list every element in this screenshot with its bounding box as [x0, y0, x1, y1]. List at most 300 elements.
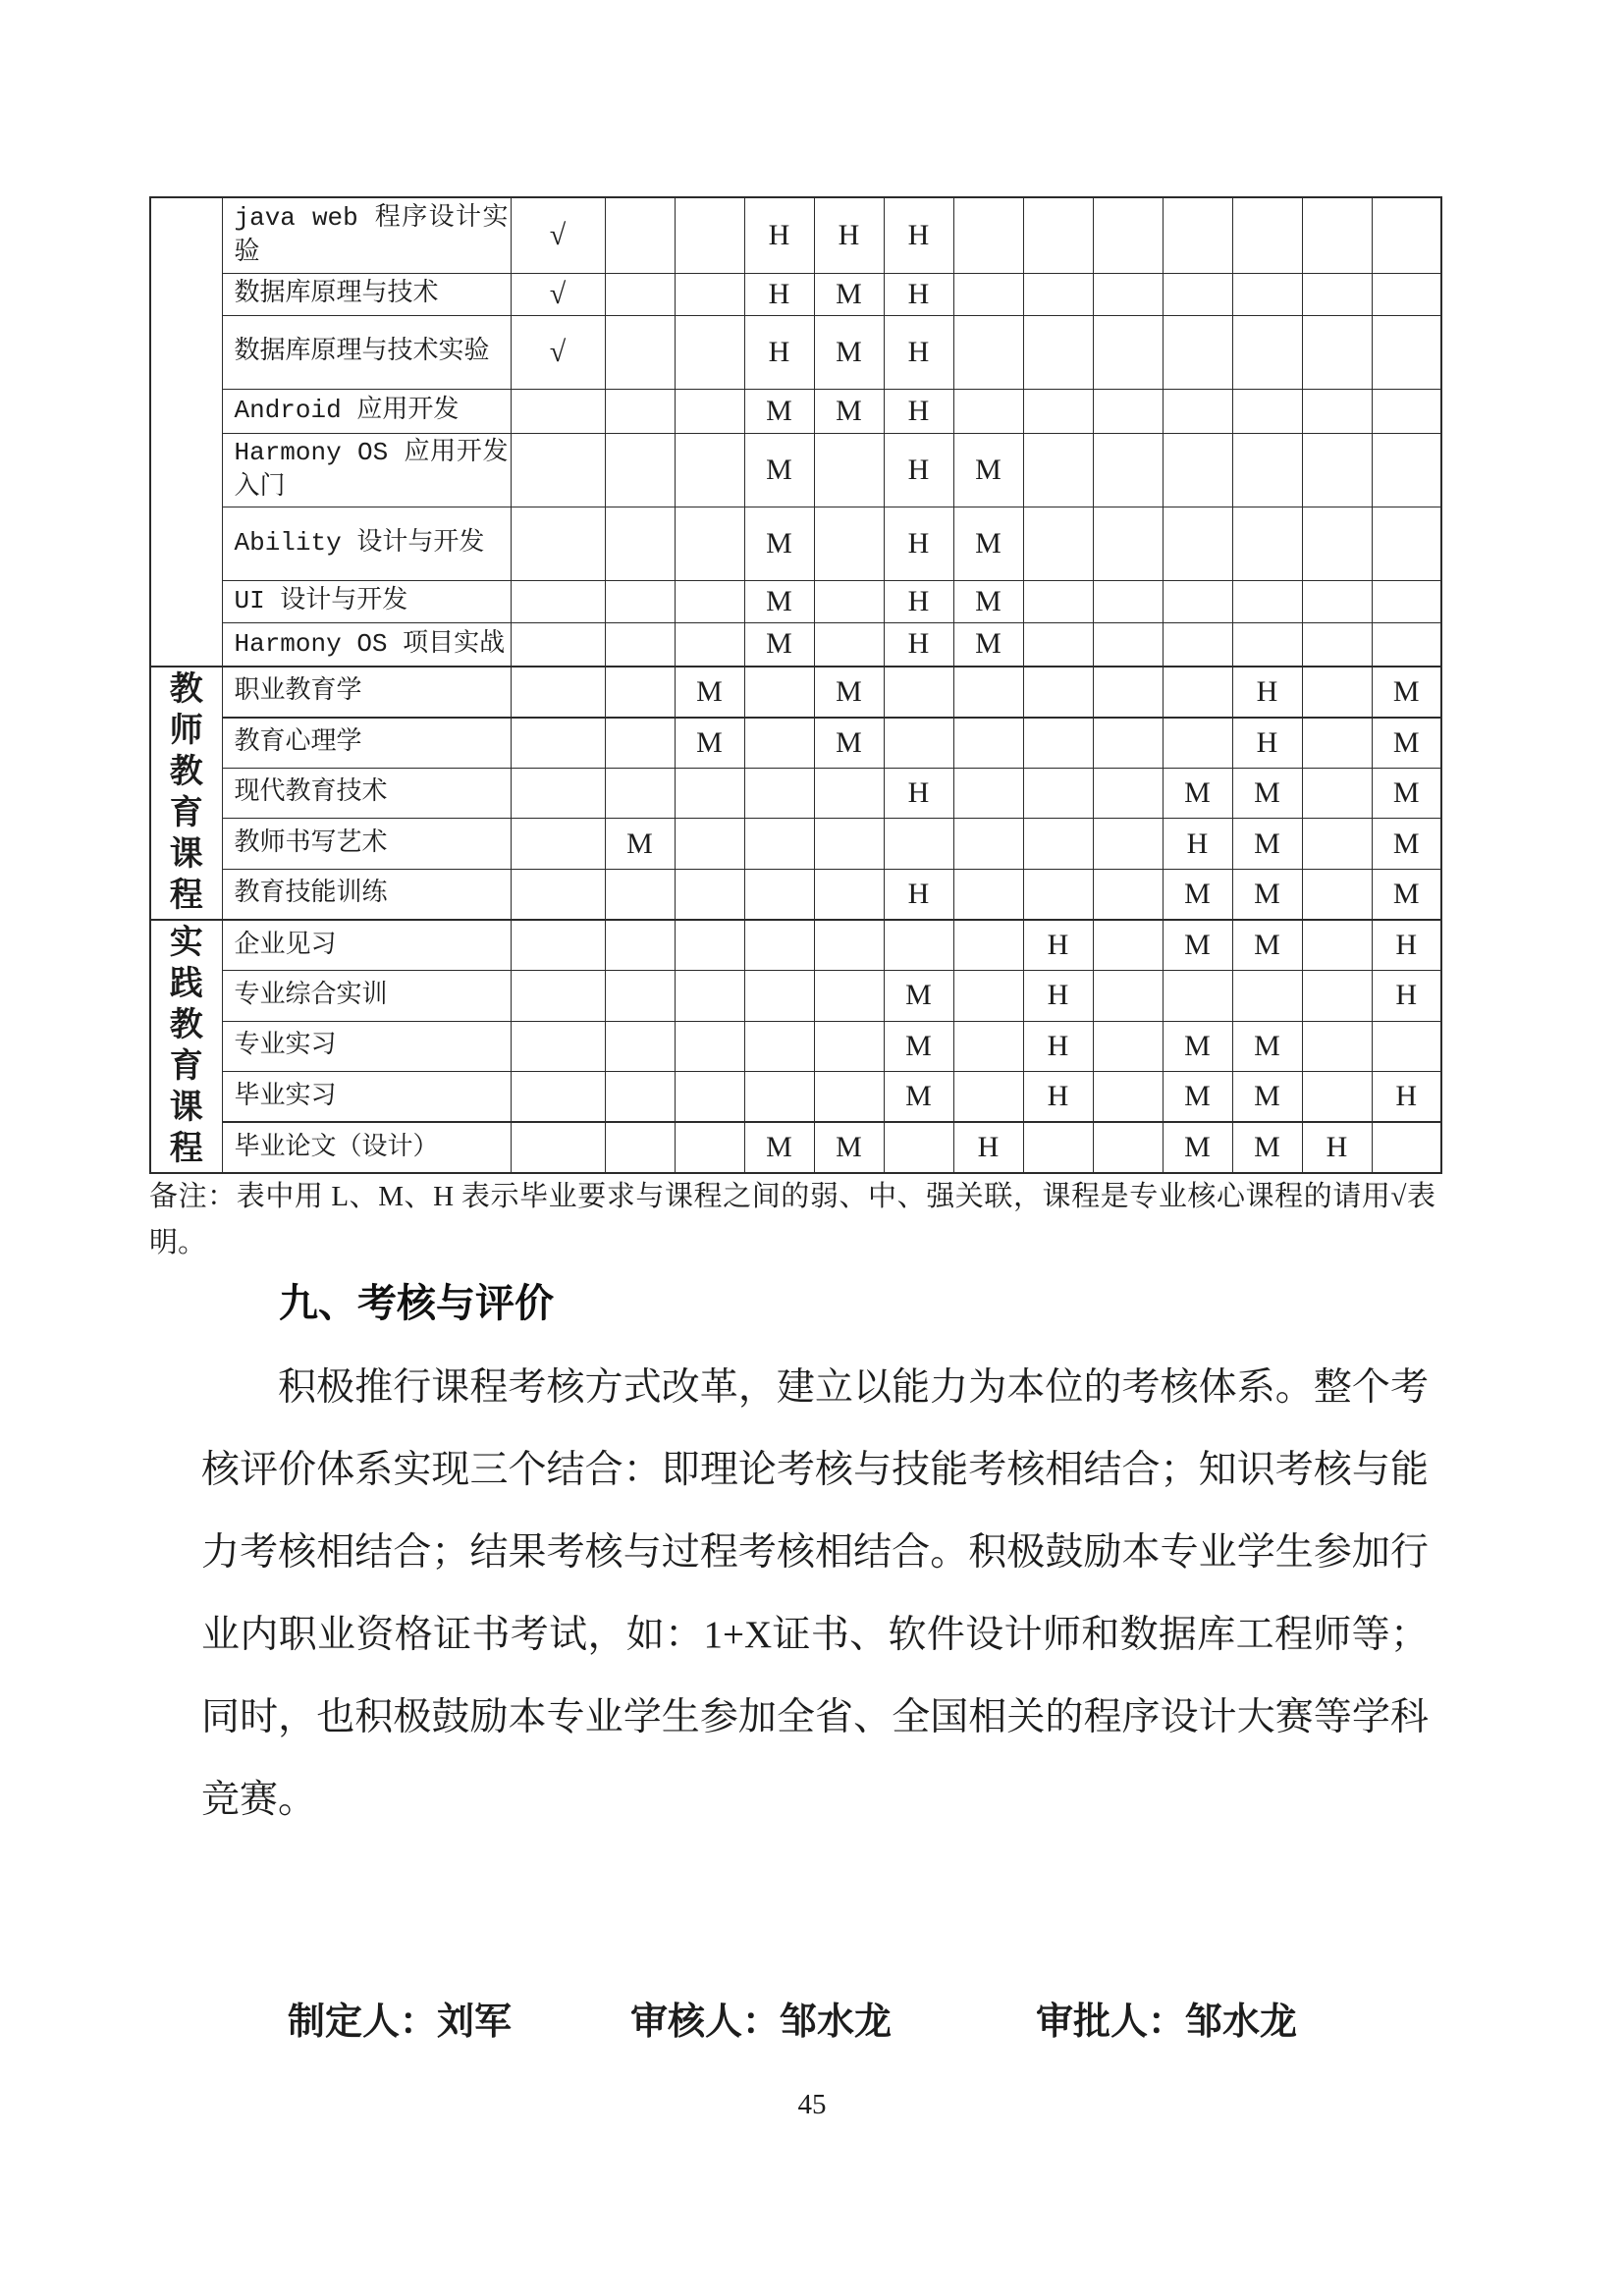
relation-level-cell: H — [1302, 1122, 1372, 1173]
relation-level-cell — [675, 507, 744, 580]
relation-level-cell: M — [814, 389, 884, 433]
relation-level-cell — [814, 1021, 884, 1072]
category-char: 实 — [169, 925, 203, 961]
category-char: 课 — [169, 836, 203, 873]
relation-level-cell: M — [814, 1122, 884, 1173]
relation-level-cell — [1163, 580, 1232, 622]
relation-level-cell: H — [884, 433, 953, 507]
core-course-check-cell — [511, 768, 605, 819]
relation-level-cell: H — [1232, 718, 1302, 769]
relation-level-cell — [675, 920, 744, 971]
core-course-check-cell — [511, 433, 605, 507]
relation-level-cell: M — [1163, 768, 1232, 819]
core-course-check-cell — [511, 920, 605, 971]
course-row — [150, 580, 1441, 622]
course-name-cell: 职业教育学 — [222, 667, 511, 718]
relation-level-cell — [1023, 197, 1093, 273]
relation-level-cell: M — [744, 622, 814, 667]
relation-level-cell — [1302, 667, 1372, 718]
relation-level-cell — [953, 315, 1023, 389]
relation-level-cell — [675, 315, 744, 389]
relation-level-cell — [814, 433, 884, 507]
relation-level-cell — [1093, 1021, 1163, 1072]
signature-maker — [288, 1991, 512, 2042]
relation-level-cell — [1302, 869, 1372, 920]
relation-level-cell — [953, 1021, 1023, 1072]
relation-level-cell: H — [953, 1122, 1023, 1173]
relation-level-cell — [675, 869, 744, 920]
relation-level-cell: H — [1372, 971, 1441, 1022]
course-row — [150, 718, 1441, 769]
course-name-cell: 毕业论文（设计） — [222, 1122, 511, 1173]
relation-level-cell — [1023, 667, 1093, 718]
course-name-cell: 专业综合实训 — [222, 971, 511, 1022]
relation-level-cell: M — [953, 580, 1023, 622]
relation-level-cell: H — [884, 273, 953, 315]
relation-level-cell — [1023, 389, 1093, 433]
relation-level-cell: M — [675, 718, 744, 769]
page-number: 45 — [797, 2089, 827, 2120]
relation-level-cell — [1023, 1122, 1093, 1173]
relation-level-cell — [953, 197, 1023, 273]
relation-level-cell — [1023, 819, 1093, 870]
relation-level-cell — [1093, 819, 1163, 870]
relation-level-cell — [1232, 622, 1302, 667]
core-course-check-cell — [511, 718, 605, 769]
course-name-cell: Harmony OS 项目实战 — [222, 622, 511, 667]
relation-level-cell: H — [744, 197, 814, 273]
signature-approver-label: 审批人： — [1036, 2002, 1186, 2043]
relation-level-cell — [675, 1021, 744, 1072]
core-course-check-cell — [511, 869, 605, 920]
relation-level-cell: M — [1232, 768, 1302, 819]
course-row — [150, 433, 1441, 507]
relation-level-cell — [1232, 197, 1302, 273]
course-row — [150, 315, 1441, 389]
relation-level-cell: M — [1372, 869, 1441, 920]
relation-level-cell — [605, 1122, 675, 1173]
relation-level-cell — [1302, 920, 1372, 971]
course-row — [150, 1122, 1441, 1173]
relation-level-cell: H — [884, 768, 953, 819]
relation-level-cell — [605, 197, 675, 273]
course-row — [150, 1072, 1441, 1123]
relation-level-cell — [605, 718, 675, 769]
relation-level-cell — [1372, 580, 1441, 622]
relation-level-cell: H — [1023, 1072, 1093, 1123]
course-row — [150, 819, 1441, 870]
relation-level-cell — [605, 433, 675, 507]
signature-approver — [1036, 1991, 1297, 2042]
relation-level-cell: M — [1163, 1072, 1232, 1123]
signature-reviewer-name: 邹水龙 — [780, 2002, 893, 2043]
relation-level-cell — [1232, 433, 1302, 507]
relation-level-cell — [675, 580, 744, 622]
footnote-label: 备注： — [149, 1181, 237, 1212]
relation-level-cell — [884, 920, 953, 971]
course-row — [150, 273, 1441, 315]
core-course-check-cell — [511, 1021, 605, 1072]
relation-level-cell — [1023, 718, 1093, 769]
relation-level-cell — [744, 1072, 814, 1123]
relation-level-cell — [1302, 1021, 1372, 1072]
relation-level-cell — [953, 273, 1023, 315]
relation-level-cell — [1163, 667, 1232, 718]
core-course-check-cell — [511, 622, 605, 667]
relation-level-cell — [1093, 273, 1163, 315]
relation-level-cell — [1302, 273, 1372, 315]
course-row — [150, 920, 1441, 971]
relation-level-cell — [1232, 315, 1302, 389]
relation-level-cell: M — [884, 1072, 953, 1123]
signature-maker-name: 刘军 — [437, 2002, 513, 2043]
relation-level-cell: H — [814, 197, 884, 273]
relation-level-cell — [1302, 389, 1372, 433]
relation-level-cell — [744, 971, 814, 1022]
course-row — [150, 667, 1441, 718]
relation-level-cell — [1372, 507, 1441, 580]
relation-level-cell: M — [1163, 920, 1232, 971]
relation-level-cell: M — [814, 273, 884, 315]
relation-level-cell — [953, 920, 1023, 971]
course-row — [150, 507, 1441, 580]
relation-level-cell — [744, 819, 814, 870]
relation-level-cell — [1302, 1072, 1372, 1123]
relation-level-cell — [1163, 273, 1232, 315]
category-char: 教 — [169, 671, 203, 708]
course-row — [150, 1021, 1441, 1072]
course-name-cell: 数据库原理与技术 — [222, 273, 511, 315]
course-name-cell: UI 设计与开发 — [222, 580, 511, 622]
category-char: 程 — [169, 1131, 203, 1167]
relation-level-cell — [1093, 433, 1163, 507]
relation-level-cell — [675, 1122, 744, 1173]
relation-level-cell — [1163, 315, 1232, 389]
relation-level-cell — [884, 667, 953, 718]
relation-level-cell: M — [744, 389, 814, 433]
category-char: 育 — [169, 1048, 203, 1085]
relation-level-cell — [675, 197, 744, 273]
relation-level-cell — [744, 920, 814, 971]
relation-level-cell — [1163, 197, 1232, 273]
section-heading: 九、考核与评价 — [279, 1282, 554, 1325]
core-course-check-cell — [511, 580, 605, 622]
relation-level-cell — [605, 315, 675, 389]
core-course-check-cell — [511, 667, 605, 718]
relation-level-cell — [744, 869, 814, 920]
relation-level-cell: M — [744, 1122, 814, 1173]
relation-level-cell: M — [1232, 1021, 1302, 1072]
course-row — [150, 768, 1441, 819]
table-footnote — [149, 1174, 1435, 1266]
category-char: 课 — [169, 1090, 203, 1126]
relation-level-cell — [1093, 389, 1163, 433]
relation-level-cell: M — [884, 971, 953, 1022]
relation-level-cell — [1093, 768, 1163, 819]
relation-level-cell: M — [675, 667, 744, 718]
relation-level-cell — [1023, 433, 1093, 507]
relation-level-cell: H — [884, 389, 953, 433]
relation-level-cell: H — [1023, 971, 1093, 1022]
relation-level-cell — [1232, 971, 1302, 1022]
relation-level-cell — [814, 768, 884, 819]
relation-level-cell — [1232, 580, 1302, 622]
relation-level-cell — [1093, 1122, 1163, 1173]
relation-level-cell: M — [1372, 819, 1441, 870]
relation-level-cell — [1093, 197, 1163, 273]
relation-level-cell: M — [1232, 1122, 1302, 1173]
relation-level-cell: M — [605, 819, 675, 870]
course-name-cell: 教师书写艺术 — [222, 819, 511, 870]
relation-level-cell: H — [884, 580, 953, 622]
relation-level-cell — [814, 580, 884, 622]
relation-level-cell: M — [814, 315, 884, 389]
relation-level-cell — [1093, 1072, 1163, 1123]
relation-level-cell — [675, 622, 744, 667]
relation-level-cell: M — [1232, 1072, 1302, 1123]
relation-level-cell — [1023, 507, 1093, 580]
core-course-check-cell — [511, 1072, 605, 1123]
relation-level-cell — [605, 920, 675, 971]
relation-level-cell — [1302, 197, 1372, 273]
relation-level-cell — [675, 768, 744, 819]
relation-level-cell — [675, 971, 744, 1022]
relation-level-cell — [1302, 433, 1372, 507]
relation-level-cell: M — [814, 667, 884, 718]
relation-level-cell — [814, 920, 884, 971]
relation-level-cell — [675, 433, 744, 507]
relation-level-cell — [605, 622, 675, 667]
course-name-cell: 教育技能训练 — [222, 869, 511, 920]
category-char: 师 — [169, 713, 203, 749]
relation-level-cell — [1302, 622, 1372, 667]
relation-level-cell: M — [744, 580, 814, 622]
course-row — [150, 869, 1441, 920]
relation-level-cell — [1302, 768, 1372, 819]
relation-level-cell — [605, 667, 675, 718]
relation-level-cell — [1023, 315, 1093, 389]
course-name-cell: 现代教育技术 — [222, 768, 511, 819]
relation-level-cell — [675, 273, 744, 315]
relation-level-cell — [1093, 507, 1163, 580]
relation-level-cell — [1163, 389, 1232, 433]
relation-level-cell: M — [953, 433, 1023, 507]
relation-level-cell — [1163, 433, 1232, 507]
relation-level-cell — [814, 869, 884, 920]
core-course-check-cell: √ — [511, 197, 605, 273]
course-name-cell: Harmony OS 应用开发入门 — [222, 433, 511, 507]
course-name-cell: 企业见习 — [222, 920, 511, 971]
relation-level-cell — [605, 768, 675, 819]
relation-level-cell — [1372, 433, 1441, 507]
relation-level-cell: M — [1372, 718, 1441, 769]
category-char: 教 — [169, 1007, 203, 1043]
relation-level-cell: H — [884, 869, 953, 920]
signature-reviewer-label: 审核人： — [630, 2002, 781, 2043]
relation-level-cell — [675, 389, 744, 433]
relation-level-cell: H — [744, 315, 814, 389]
relation-level-cell — [605, 971, 675, 1022]
relation-level-cell — [953, 869, 1023, 920]
relation-level-cell — [1023, 768, 1093, 819]
relation-level-cell: H — [884, 315, 953, 389]
relation-level-cell: M — [1232, 869, 1302, 920]
relation-level-cell: M — [1232, 819, 1302, 870]
relation-level-cell: M — [1232, 920, 1302, 971]
course-name-cell: 毕业实习 — [222, 1072, 511, 1123]
relation-level-cell — [1093, 869, 1163, 920]
relation-level-cell — [953, 1072, 1023, 1123]
category-cell — [150, 667, 222, 920]
relation-level-cell: M — [1372, 768, 1441, 819]
relation-level-cell: H — [1372, 920, 1441, 971]
relation-level-cell — [605, 389, 675, 433]
relation-level-cell — [1093, 667, 1163, 718]
relation-level-cell — [744, 1021, 814, 1072]
category-cell — [150, 920, 222, 1173]
relation-level-cell: H — [884, 622, 953, 667]
relation-level-cell — [953, 768, 1023, 819]
relation-level-cell — [1372, 315, 1441, 389]
core-course-check-cell — [511, 507, 605, 580]
relation-level-cell — [605, 869, 675, 920]
relation-level-cell — [814, 971, 884, 1022]
relation-level-cell — [1093, 315, 1163, 389]
course-row — [150, 197, 1441, 273]
relation-level-cell: H — [1163, 819, 1232, 870]
core-course-check-cell — [511, 819, 605, 870]
course-row — [150, 622, 1441, 667]
relation-level-cell — [814, 1072, 884, 1123]
signature-approver-name: 邹水龙 — [1185, 2002, 1298, 2043]
relation-level-cell: H — [1232, 667, 1302, 718]
relation-level-cell — [1163, 622, 1232, 667]
relation-level-cell — [1093, 580, 1163, 622]
relation-level-cell — [884, 718, 953, 769]
course-row — [150, 971, 1441, 1022]
course-name-cell: Android 应用开发 — [222, 389, 511, 433]
relation-level-cell — [884, 819, 953, 870]
relation-level-cell: H — [1372, 1072, 1441, 1123]
relation-level-cell — [1163, 507, 1232, 580]
relation-level-cell — [675, 819, 744, 870]
relation-level-cell — [605, 273, 675, 315]
relation-level-cell — [1093, 920, 1163, 971]
relation-level-cell — [1093, 718, 1163, 769]
relation-level-cell — [953, 971, 1023, 1022]
relation-level-cell: M — [744, 433, 814, 507]
relation-level-cell — [1372, 273, 1441, 315]
relation-level-cell: M — [953, 622, 1023, 667]
course-name-cell: 数据库原理与技术实验 — [222, 315, 511, 389]
core-course-check-cell: √ — [511, 315, 605, 389]
footnote-text: 表中用 L、M、H 表示毕业要求与课程之间的弱、中、强关联，课程是专业核心课程的请用√表明。 — [149, 1181, 1435, 1258]
relation-level-cell — [1302, 819, 1372, 870]
course-name-cell: 教育心理学 — [222, 718, 511, 769]
relation-level-cell — [1372, 197, 1441, 273]
relation-level-cell — [1302, 580, 1372, 622]
relation-level-cell — [884, 1122, 953, 1173]
relation-level-cell — [1232, 273, 1302, 315]
core-course-check-cell — [511, 1122, 605, 1173]
relation-level-cell: M — [884, 1021, 953, 1072]
relation-level-cell — [605, 1021, 675, 1072]
relation-level-cell — [1302, 971, 1372, 1022]
course-name-cell: 专业实习 — [222, 1021, 511, 1072]
category-cell — [150, 197, 222, 667]
relation-level-cell: M — [814, 718, 884, 769]
relation-level-cell — [1023, 273, 1093, 315]
category-char: 育 — [169, 795, 203, 831]
relation-level-cell — [1023, 580, 1093, 622]
relation-level-cell — [1372, 622, 1441, 667]
relation-level-cell: M — [744, 507, 814, 580]
relation-level-cell: H — [884, 507, 953, 580]
relation-level-cell — [814, 507, 884, 580]
course-requirement-matrix — [149, 196, 1442, 1174]
core-course-check-cell — [511, 389, 605, 433]
core-course-check-cell — [511, 971, 605, 1022]
course-name-cell: java web 程序设计实验 — [222, 197, 511, 273]
course-name-cell: Ability 设计与开发 — [222, 507, 511, 580]
relation-level-cell — [953, 819, 1023, 870]
relation-level-cell — [1093, 622, 1163, 667]
relation-level-cell — [675, 1072, 744, 1123]
relation-level-cell: H — [884, 197, 953, 273]
relation-level-cell — [1163, 718, 1232, 769]
assessment-paragraph: 积极推行课程考核方式改革，建立以能力为本位的考核体系。整个考核评价体系实现三个结合：即理论考核与技能考核相结合；知识考核与能力考核相结合；结果考核与过程考核相结合。积极鼓励本专业学生参加行业内职业资格证书考试，如：1+X证书、软件设计师和数据库工程师等；同时，也积极鼓励本专业学生参加全省、全国相关的程序设计大赛等学科竞赛。 — [201, 1366, 1429, 1821]
relation-level-cell: H — [1023, 1021, 1093, 1072]
relation-level-cell — [1372, 1021, 1441, 1072]
relation-level-cell — [744, 718, 814, 769]
relation-level-cell — [953, 389, 1023, 433]
relation-level-cell — [814, 622, 884, 667]
core-course-check-cell: √ — [511, 273, 605, 315]
signature-reviewer — [630, 1991, 892, 2042]
relation-level-cell — [1302, 718, 1372, 769]
course-row — [150, 389, 1441, 433]
relation-level-cell: H — [744, 273, 814, 315]
relation-level-cell: M — [953, 507, 1023, 580]
relation-level-cell — [605, 580, 675, 622]
relation-level-cell — [953, 667, 1023, 718]
signature-maker-label: 制定人： — [288, 2002, 438, 2043]
relation-level-cell — [1023, 869, 1093, 920]
category-char: 教 — [169, 754, 203, 790]
relation-level-cell — [1232, 389, 1302, 433]
relation-level-cell — [1232, 507, 1302, 580]
relation-level-cell: M — [1163, 869, 1232, 920]
relation-level-cell — [1093, 971, 1163, 1022]
relation-level-cell: M — [1163, 1122, 1232, 1173]
relation-level-cell — [1372, 1122, 1441, 1173]
relation-level-cell — [1302, 507, 1372, 580]
relation-level-cell — [744, 667, 814, 718]
relation-level-cell: M — [1372, 667, 1441, 718]
relation-level-cell — [1302, 315, 1372, 389]
relation-level-cell — [1372, 389, 1441, 433]
relation-level-cell: M — [1163, 1021, 1232, 1072]
relation-level-cell — [744, 768, 814, 819]
relation-level-cell — [605, 1072, 675, 1123]
relation-level-cell — [1163, 971, 1232, 1022]
relation-level-cell: H — [1023, 920, 1093, 971]
relation-level-cell — [953, 718, 1023, 769]
relation-level-cell — [1023, 622, 1093, 667]
relation-level-cell — [605, 507, 675, 580]
relation-level-cell — [814, 819, 884, 870]
category-char: 践 — [169, 966, 203, 1002]
